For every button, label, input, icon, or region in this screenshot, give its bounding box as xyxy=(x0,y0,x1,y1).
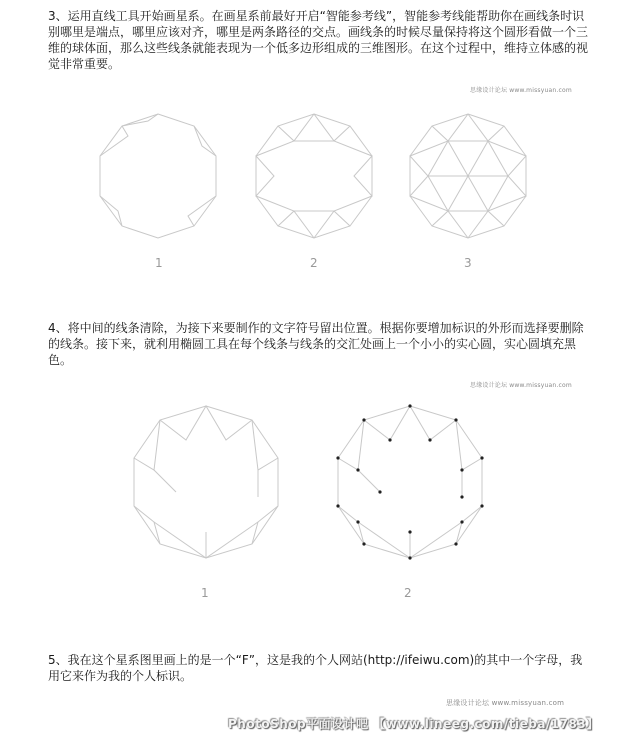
figure-row-1 xyxy=(90,108,550,248)
step-5-paragraph: 5、我在这个星系图里画上的是一个“F”，这是我的个人网站(http://ifeiwu.com)的其中一个字母，我用它来作为我的个人标识。 xyxy=(48,653,583,683)
watermark-2: 思缘设计论坛 www.missyuan.com xyxy=(470,382,572,389)
polygon-cleared-figure xyxy=(134,406,278,558)
figure-label-row2-2: 2 xyxy=(404,586,412,600)
step-4-paragraph: 4、将中间的线条清除，为接下来要制作的文字符号留出位置。根据你要增加标识的外形而选择要删除的线条。接下来，就利用椭圆工具在每个线条与线条的交汇处画上一个小小的实心圆，实心圆填充黑色。 xyxy=(48,321,584,367)
figure-label-3: 3 xyxy=(464,256,472,270)
watermark-bottom: 思缘设计论坛 www.missyuan.com xyxy=(446,699,565,707)
footer-watermark: PhotoShop平面设计吧 【www.lineeg.com/tieba/1783】 xyxy=(228,717,599,731)
polygon-figure-1 xyxy=(100,114,216,238)
figure-label-1: 1 xyxy=(155,256,163,270)
polygon-figure-3 xyxy=(410,114,526,238)
watermark-1: 思缘设计论坛 www.missyuan.com xyxy=(470,87,572,94)
figure-row-2 xyxy=(120,400,500,580)
figure-label-2: 2 xyxy=(310,256,318,270)
step-3-paragraph: 3、运用直线工具开始画星系。在画星系前最好开启“智能参考线”，智能参考线能帮助你在画线条时识别哪里是端点，哪里应该对齐，哪里是两条路径的交点。画线条的时候尽量保持将这个圆形看做一个三维的球体面，那么这些线条就能表现为一个低多边形组成的三维图形。在这个过程中，维持立体感的视觉非常重要。 xyxy=(48,9,589,71)
polygon-figure-2 xyxy=(256,114,372,238)
polygon-dotted-figure xyxy=(336,404,483,559)
figure-label-row2-1: 1 xyxy=(201,586,209,600)
